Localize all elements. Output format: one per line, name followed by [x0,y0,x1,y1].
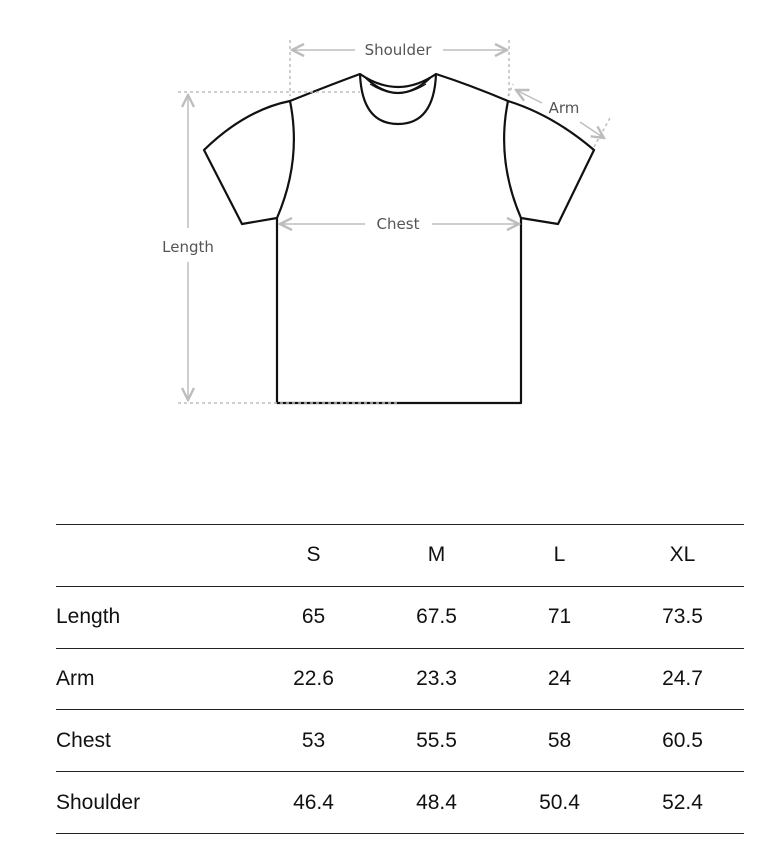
size-header-s: S [306,543,321,567]
left-sleeve-seam [277,101,294,218]
size-header-xl: XL [669,543,696,567]
row-label: Length [56,605,121,629]
arm-arrow-top [516,90,542,103]
shoulder-label: Shoulder [364,41,432,59]
size-chart-table [56,524,744,834]
table-row-length [56,586,744,648]
table-cell: 60.5 [662,728,703,752]
table-cell: 71 [547,605,572,629]
size-header-l: L [553,543,566,567]
table-cell: 67.5 [416,605,457,629]
size-header-m: M [427,543,446,567]
row-label: Arm [56,666,95,690]
table-cell: 73.5 [662,605,703,629]
table-cell: 22.6 [293,666,334,690]
arm-arrow-bottom [580,122,604,138]
collar-rib [370,84,426,93]
table-cell: 46.4 [293,790,334,814]
table-cell: 55.5 [416,728,457,752]
tshirt-outline [204,74,594,403]
right-sleeve-seam [504,101,521,218]
table-cell: 50.4 [539,790,580,814]
table-cell: 52.4 [662,790,703,814]
arm-label: Arm [548,99,580,117]
table-cell: 24.7 [662,666,703,690]
table-row-shoulder [56,772,744,834]
table-cell: 23.3 [416,666,457,690]
table-row-chest [56,710,744,772]
table-cell: 53 [301,728,326,752]
size-header-row [56,525,744,587]
chest-label: Chest [376,215,420,233]
corner-cell [56,525,252,587]
table-row-arm [56,648,744,710]
table-cell: 24 [547,666,572,690]
table-cell: 65 [301,605,326,629]
row-label: Chest [56,728,111,752]
length-label: Length [162,238,214,256]
row-label: Shoulder [56,790,141,814]
table-cell: 48.4 [416,790,457,814]
table-cell: 58 [547,728,572,752]
collar-inner [366,78,430,93]
